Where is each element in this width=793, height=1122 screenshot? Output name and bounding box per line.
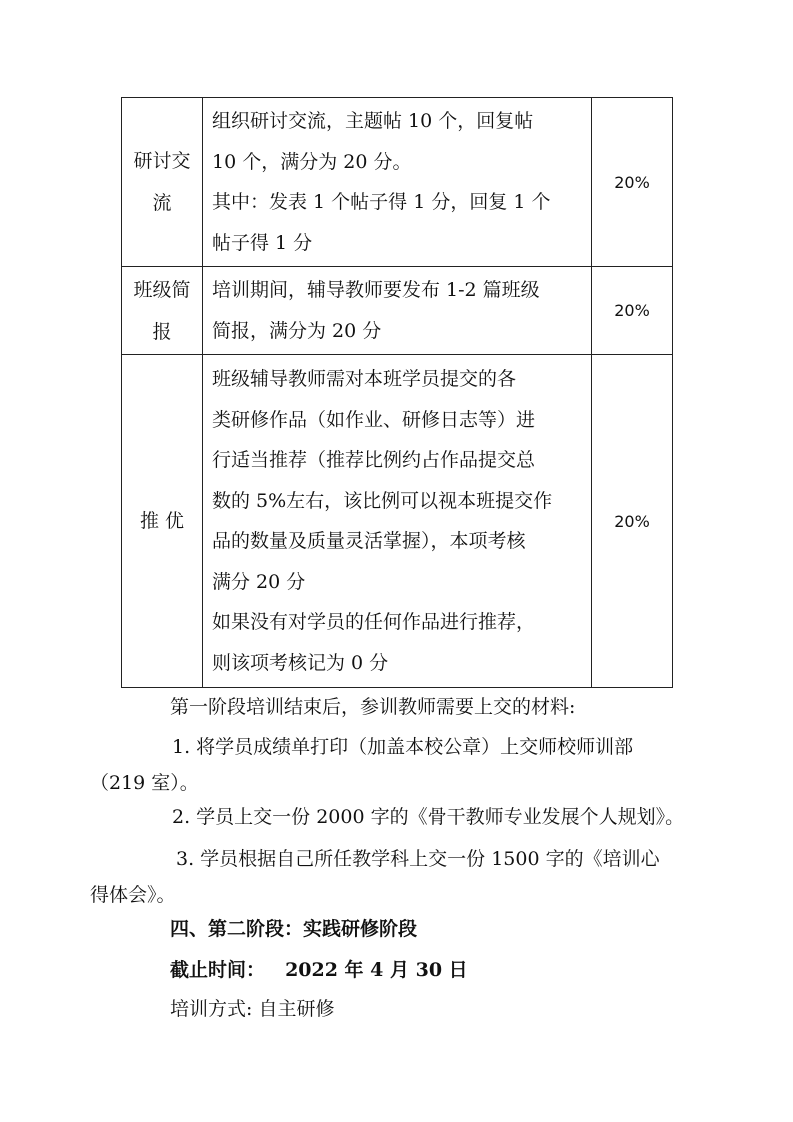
item-name-line: 班级简 (133, 278, 191, 301)
table-row (122, 355, 673, 688)
materials-item-1-line: （219 室）。 (90, 772, 199, 794)
description-line: 类研修作品（如作业、研修日志等）进 (212, 408, 536, 431)
description-line: 10 个，满分为 20 分。 (212, 150, 412, 173)
description-line: 帖子得 1 分 (212, 231, 313, 254)
materials-item-2: 2. 学员上交一份 2000 字的《骨干教师专业发展个人规划》。 (172, 806, 685, 828)
assessment-table (121, 97, 673, 688)
materials-item-1 (90, 731, 702, 800)
description-line: 培训期间，辅导教师要发布 1-2 篇班级 (212, 279, 540, 301)
item-name-cell (122, 355, 203, 688)
description-line: 其中：发表 1 个帖子得 1 分，回复 1 个 (212, 191, 551, 213)
item-name-line: 研讨交 (133, 150, 191, 172)
item-name-cell (122, 98, 203, 267)
item-name-line: 报 (152, 320, 172, 343)
materials-item-1-line: 1. 将学员成绩单打印（加盖本校公章）上交师校师训部 (172, 736, 634, 758)
description-line: 品的数量及质量灵活掌握），本项考核 (212, 530, 526, 552)
item-name-cell (122, 267, 203, 355)
materials-intro: 第一阶段培训结束后，参训教师需要上交的材料: (170, 696, 576, 718)
description-line: 简报，满分为 20 分 (212, 319, 382, 342)
materials-item-3-line: 3. 学员根据自己所任教学科上交一份 1500 字的《培训心 (176, 848, 660, 870)
description-line: 班级辅导教师需对本班学员提交的各 (212, 368, 517, 390)
item-description-cell (203, 267, 592, 355)
item-description-cell (203, 355, 592, 688)
deadline-line (170, 954, 782, 987)
item-percent-cell: 20% (592, 267, 673, 355)
description-line: 则该项考核记为 0 分 (212, 651, 389, 674)
description-line: 满分 20 分 (212, 570, 306, 593)
table-row (122, 267, 673, 355)
description-line: 如果没有对学员的任何作品进行推荐， (212, 611, 536, 633)
item-percent-cell: 20% (592, 98, 673, 267)
item-name-line: 推 优 (139, 510, 185, 532)
item-description-cell (203, 98, 592, 267)
materials-item-3-line: 得体会》。 (90, 884, 176, 906)
training-method: 培训方式: 自主研修 (170, 998, 335, 1020)
table-row (122, 98, 673, 267)
materials-item-3 (90, 843, 702, 912)
deadline-label: 截止时间： (170, 959, 266, 981)
description-line: 行适当推荐（推荐比例约占作品提交总 (212, 449, 536, 471)
section-heading: 四、第二阶段：实践研修阶段 (170, 918, 418, 940)
description-line: 数的 5%左右，该比例可以视本班提交作 (212, 489, 553, 512)
description-line: 组织研讨交流，主题帖 10 个，回复帖 (212, 110, 534, 132)
item-percent-cell: 20% (592, 355, 673, 688)
deadline-value: 2022 年 4 月 30 日 (285, 959, 468, 981)
item-name-line: 流 (152, 192, 172, 214)
